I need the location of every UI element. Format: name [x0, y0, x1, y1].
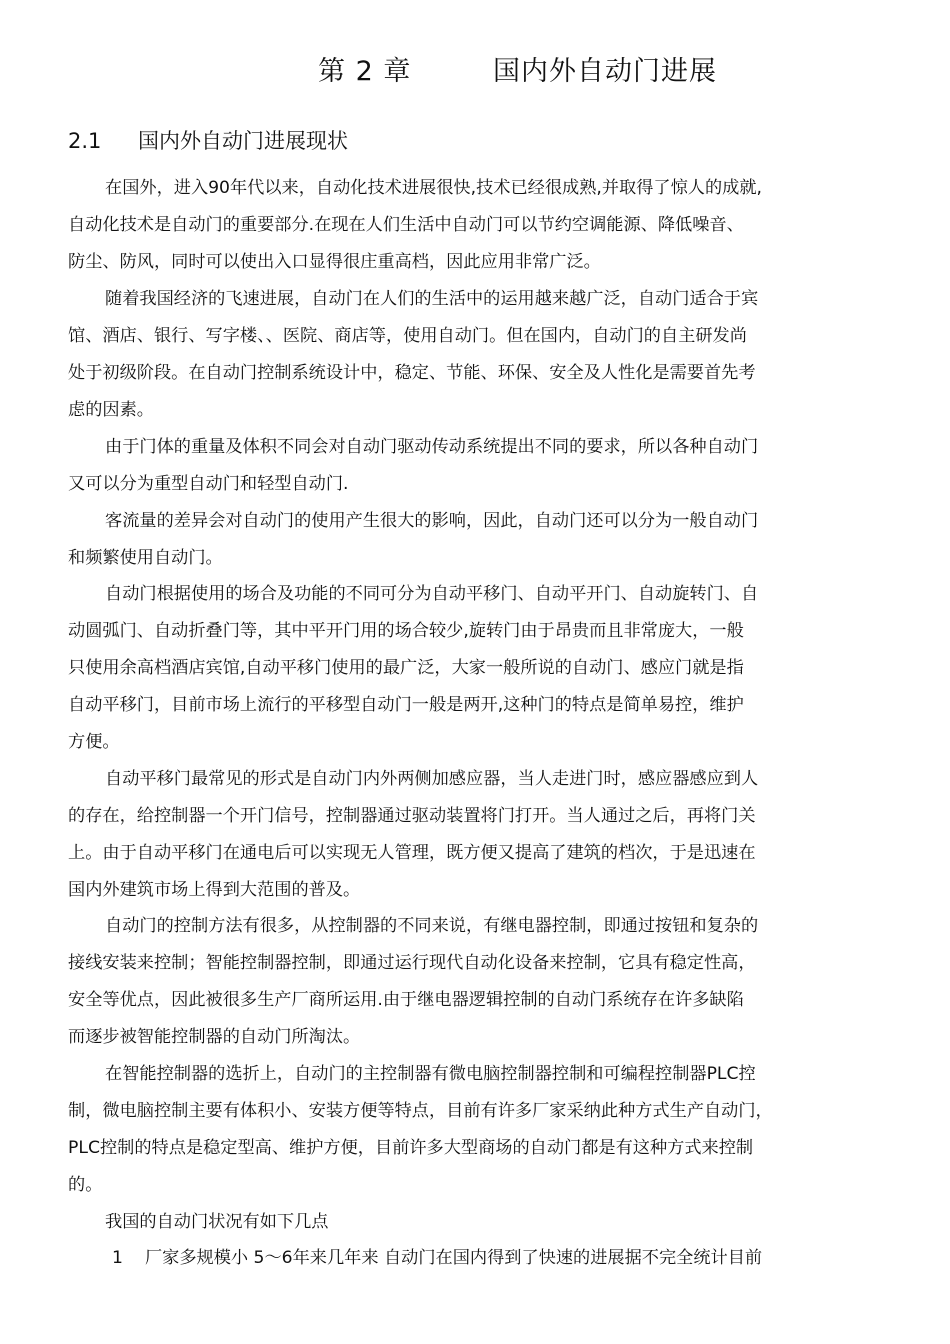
- paragraph-line: 处于初级阶段。在自动门控制系统设计中，稳定、节能、环保、安全及人性化是需要首先考: [68, 363, 756, 383]
- paragraph-line: 在国外，进入90年代以来，自动化技术进展很快,技术已经很成熟,并取得了惊人的成就,: [105, 178, 763, 198]
- list-item-number: 1: [112, 1248, 123, 1268]
- paragraph-line: 自动平移门最常见的形式是自动门内外两侧加感应器，当人走进门时，感应器感应到人: [105, 769, 759, 789]
- list-item: [112, 1246, 762, 1270]
- paragraph-line: 的。: [68, 1175, 103, 1195]
- paragraph-line: 而逐步被智能控制器的自动门所淘汰。: [68, 1027, 361, 1047]
- paragraph-line: 上。由于自动平移门在通电后可以实现无人管理，既方便又提高了建筑的档次，于是迅速在: [68, 843, 756, 863]
- paragraph-line: 的存在，给控制器一个开门信号，控制器通过驱动装置将门打开。当人通过之后，再将门关: [68, 806, 756, 826]
- paragraph-line: 自动化技术是自动门的重要部分.在现在人们生活中自动门可以节约空调能源、降低噪音、: [68, 215, 744, 235]
- paragraph-line: 制，微电脑控制主要有体积小、安装方便等特点，目前有许多厂家采纳此种方式生产自动门，: [68, 1101, 773, 1121]
- paragraph-line: 只使用余高档酒店宾馆,自动平移门使用的最广泛，大家一般所说的自动门、感应门就是指: [68, 658, 744, 678]
- section-number: 2.1: [68, 129, 102, 153]
- paragraph-line: 随着我国经济的飞速进展，自动门在人们的生活中的运用越来越广泛，自动门适合于宾: [105, 289, 759, 309]
- paragraph-line: 又可以分为重型自动门和轻型自动门.: [68, 474, 349, 494]
- chapter-title: [318, 52, 717, 92]
- paragraph-line: 自动门的控制方法有很多，从控制器的不同来说，有继电器控制，即通过按钮和复杂的: [105, 916, 759, 936]
- paragraph-line: 和频繁使用自动门。: [68, 548, 223, 568]
- paragraph-line: 客流量的差异会对自动门的使用产生很大的影响，因此，自动门还可以分为一般自动门: [105, 511, 759, 531]
- paragraph-line: 安全等优点，因此被很多生产厂商所运用.由于继电器逻辑控制的自动门系统存在许多缺陷: [68, 990, 744, 1010]
- list-item-text: 厂家多规模小 5～6年来几年来 自动门在国内得到了快速的进展据不完全统计目前: [144, 1248, 763, 1268]
- paragraph-line: PLC控制的特点是稳定型高、维护方便，目前许多大型商场的自动门都是有这种方式来控制: [68, 1138, 754, 1158]
- paragraph-line: 方便。: [68, 732, 120, 752]
- section-title-text: 国内外自动门进展现状: [138, 129, 348, 153]
- paragraph-line: 防尘、防风，同时可以使出入口显得很庄重高档，因此应用非常广泛。: [68, 252, 601, 272]
- paragraph-line: 接线安装来控制；智能控制器控制，即通过运行现代自动化设备来控制，它具有稳定性高，: [68, 953, 756, 973]
- paragraph-line: 自动平移门，目前市场上流行的平移型自动门一般是两开,这种门的特点是简单易控，维护: [68, 695, 744, 715]
- section-heading: [68, 126, 348, 156]
- paragraph-line: 动圆弧门、自动折叠门等，其中平开门用的场合较少,旋转门由于昂贵而且非常庞大，一般: [68, 621, 744, 641]
- paragraph-line: 在智能控制器的选折上，自动门的主控制器有微电脑控制器控制和可编程控制器PLC控: [105, 1064, 756, 1084]
- paragraph-line: 国内外建筑市场上得到大范围的普及。: [68, 880, 361, 900]
- chapter-number: 第 2 章: [318, 56, 412, 87]
- paragraph-line: 虑的因素。: [68, 400, 154, 420]
- chapter-title-text: 国内外自动门进展: [493, 56, 717, 87]
- paragraph-line: 自动门根据使用的场合及功能的不同可分为自动平移门、自动平开门、自动旋转门、自: [105, 584, 759, 604]
- paragraph-line: 我国的自动门状况有如下几点: [105, 1212, 329, 1232]
- paragraph-line: 馆、酒店、银行、写字楼、、医院、商店等，使用自动门。但在国内，自动门的自主研发尚: [68, 326, 747, 346]
- paragraph-line: 由于门体的重量及体积不同会对自动门驱动传动系统提出不同的要求，所以各种自动门: [105, 437, 759, 457]
